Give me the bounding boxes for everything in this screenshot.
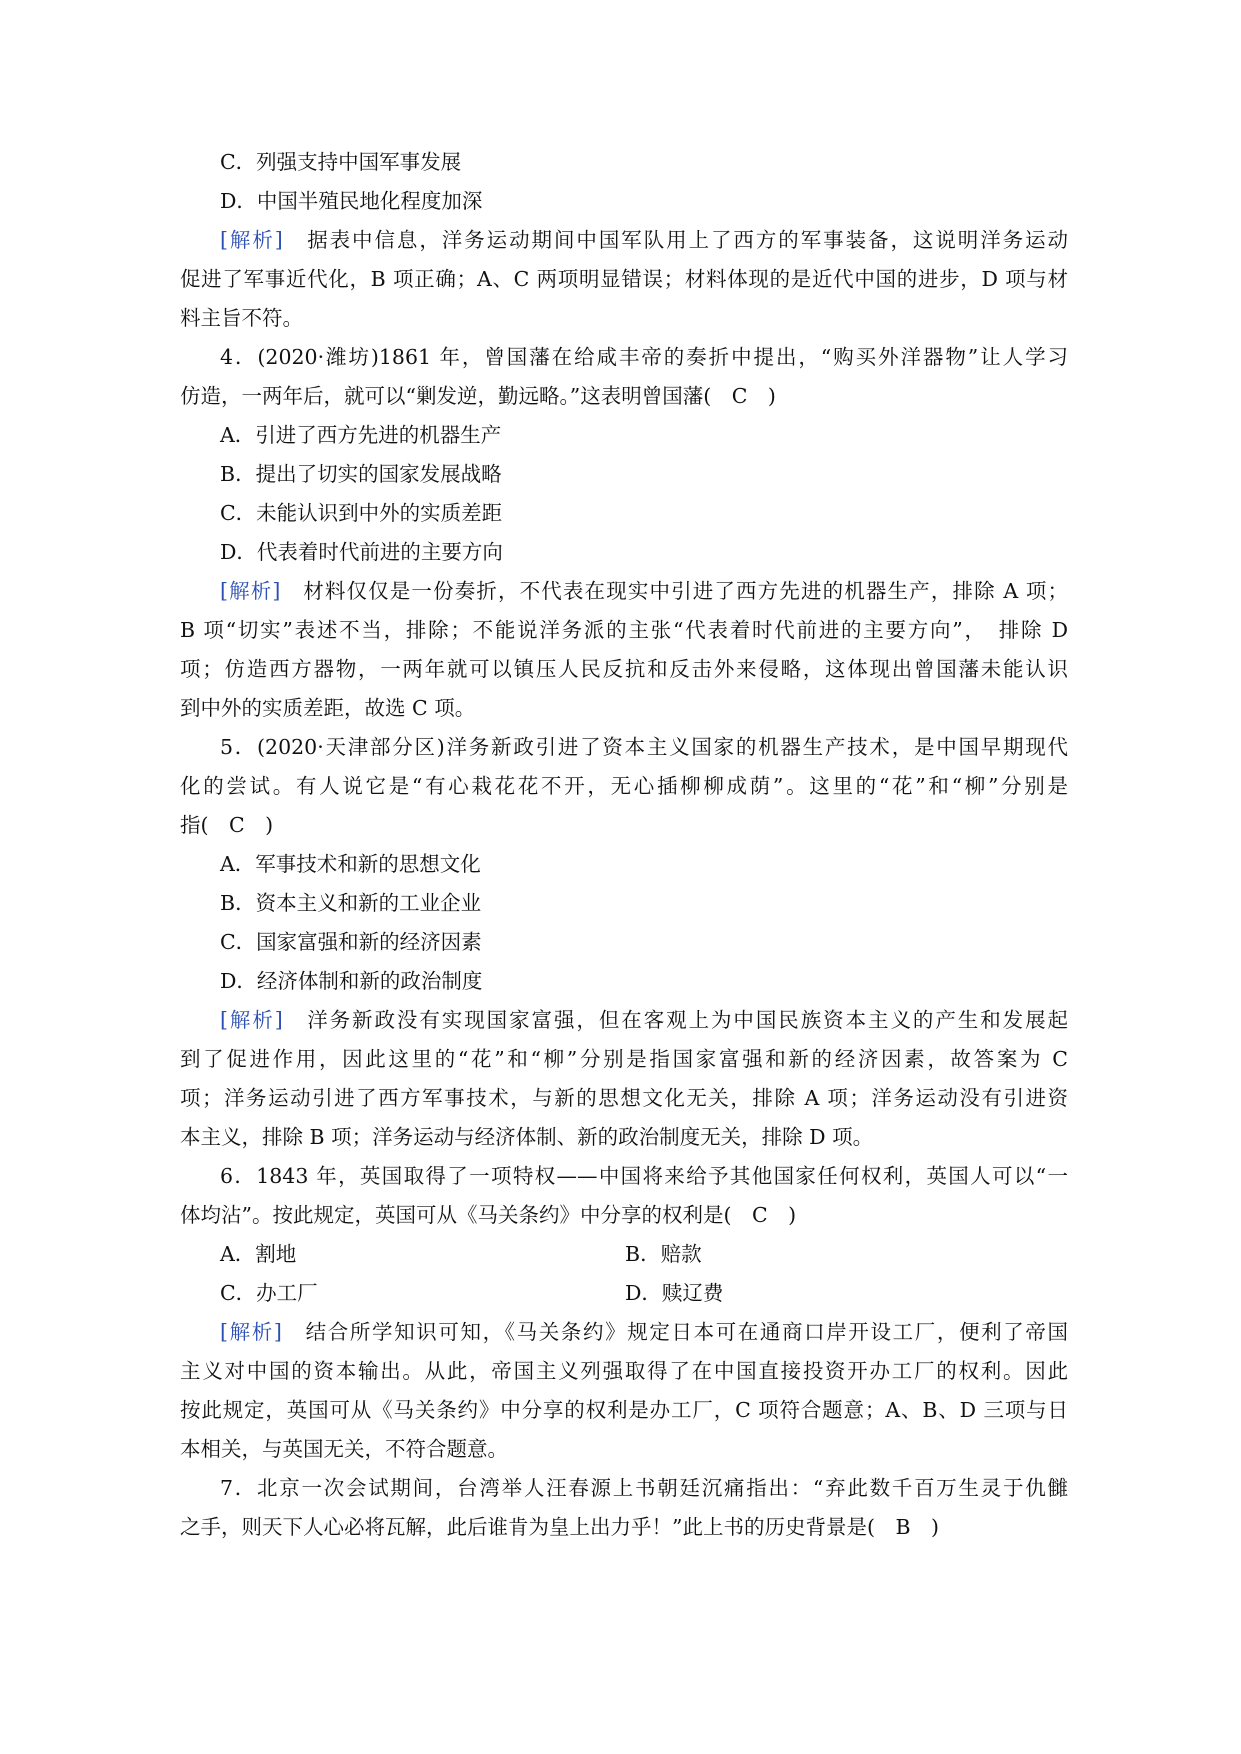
q3-analysis-line-2: 促进了军事近代化，B 项正确；A、C 两项明显错误；材料体现的是近代中国的进步，D 项与材 xyxy=(180,267,1068,291)
q5-analysis-line-1: [解析] 洋务新政没有实现国家富强，但在客观上为中国民族资本主义的产生和发展起 xyxy=(220,1008,1069,1032)
q4-analysis-line-2: B 项“切实”表述不当，排除；不能说洋务派的主张“代表着时代前进的主要方向”， 排除 D xyxy=(180,618,1068,642)
q6-analysis-line-3: 按此规定，英国可从《马关条约》中分享的权利是办工厂，C 项符合题意；A、B、D 三项与日 xyxy=(180,1398,1068,1422)
analysis-tag: [解析] xyxy=(220,1320,282,1344)
q5-stem-line-1: 5．(2020·天津部分区)洋务新政引进了资本主义国家的机器生产技术，是中国早期现代 xyxy=(220,735,1068,759)
q4-option-c: C．未能认识到中外的实质差距 xyxy=(220,501,503,525)
q4-analysis-line-1: [解析] 材料仅仅是一份奏折，不代表在现实中引进了西方先进的机器生产，排除 A 项； xyxy=(220,579,1069,603)
q6-stem-line-1: 6．1843 年，英国取得了一项特权——中国将来给予其他国家任何权利，英国人可以“一 xyxy=(220,1164,1068,1188)
q4-analysis-line-3: 项；仿造西方器物，一两年就可以镇压人民反抗和反击外来侵略，这体现出曾国藩未能认识 xyxy=(180,657,1068,681)
q4-option-d: D．代表着时代前进的主要方向 xyxy=(220,540,503,564)
q6-option-a: A．割地 xyxy=(220,1242,297,1266)
q6-option-b: B．赔款 xyxy=(625,1242,702,1266)
q3-option-d: D．中国半殖民地化程度加深 xyxy=(220,189,483,213)
analysis-tag: [解析] xyxy=(220,579,281,603)
q5-analysis-line-3: 项；洋务运动引进了西方军事技术，与新的思想文化无关，排除 A 项；洋务运动没有引进资 xyxy=(180,1086,1068,1110)
q5-option-a: A．军事技术和新的思想文化 xyxy=(220,852,481,876)
q4-stem-line-1: 4．(2020·潍坊)1861 年，曾国藩在给咸丰帝的奏折中提出，“购买外洋器物”让人学习 xyxy=(220,345,1068,369)
q7-stem-line-2: 之手，则天下人心必将瓦解，此后谁肯为皇上出力乎！”此上书的历史背景是( B ) xyxy=(180,1515,940,1539)
q6-option-d: D．赎辽费 xyxy=(625,1281,724,1305)
q4-option-a: A．引进了西方先进的机器生产 xyxy=(220,423,502,447)
q6-analysis-line-1: [解析] 结合所学知识可知，《马关条约》规定日本可在通商口岸开设工厂，便利了帝国 xyxy=(220,1320,1069,1344)
q5-analysis-line-2: 到了促进作用，因此这里的“花”和“柳”分别是指国家富强和新的经济因素，故答案为 C xyxy=(180,1047,1068,1071)
q3-analysis-line-1: [解析] 据表中信息，洋务运动期间中国军队用上了西方的军事装备，这说明洋务运动 xyxy=(220,228,1069,252)
q4-analysis-line-4: 到中外的实质差距，故选 C 项。 xyxy=(180,696,476,720)
q6-stem-line-2: 体均沾”。按此规定，英国可从《马关条约》中分享的权利是( C ) xyxy=(180,1203,797,1227)
q5-stem-line-2: 化的尝试。有人说它是“有心栽花花不开，无心插柳柳成荫”。这里的“花”和“柳”分别是 xyxy=(180,774,1068,798)
q6-analysis-line-2: 主义对中国的资本输出。从此，帝国主义列强取得了在中国直接投资开办工厂的权利。因此 xyxy=(180,1359,1068,1383)
analysis-tag: [解析] xyxy=(220,1008,283,1032)
q5-stem-line-3: 指( C ) xyxy=(180,813,274,837)
q5-option-d: D．经济体制和新的政治制度 xyxy=(220,969,483,993)
q5-option-b: B．资本主义和新的工业企业 xyxy=(220,891,482,915)
q3-option-c: C．列强支持中国军事发展 xyxy=(220,150,462,174)
q5-option-c: C．国家富强和新的经济因素 xyxy=(220,930,482,954)
q3-analysis-line-3: 料主旨不符。 xyxy=(180,306,303,330)
q6-analysis-line-4: 本相关，与英国无关，不符合题意。 xyxy=(180,1437,508,1461)
q5-analysis-line-4: 本主义，排除 B 项；洋务运动与经济体制、新的政治制度无关，排除 D 项。 xyxy=(180,1125,874,1149)
q6-option-c: C．办工厂 xyxy=(220,1281,318,1305)
q4-option-b: B．提出了切实的国家发展战略 xyxy=(220,462,502,486)
analysis-tag: [解析] xyxy=(220,228,283,252)
q7-stem-line-1: 7．北京一次会试期间，台湾举人汪春源上书朝廷沉痛指出：“弃此数千百万生灵于仇雠 xyxy=(220,1476,1068,1500)
q4-stem-line-2: 仿造，一两年后，就可以“剿发逆，勤远略。”这表明曾国藩( C ) xyxy=(180,384,776,408)
